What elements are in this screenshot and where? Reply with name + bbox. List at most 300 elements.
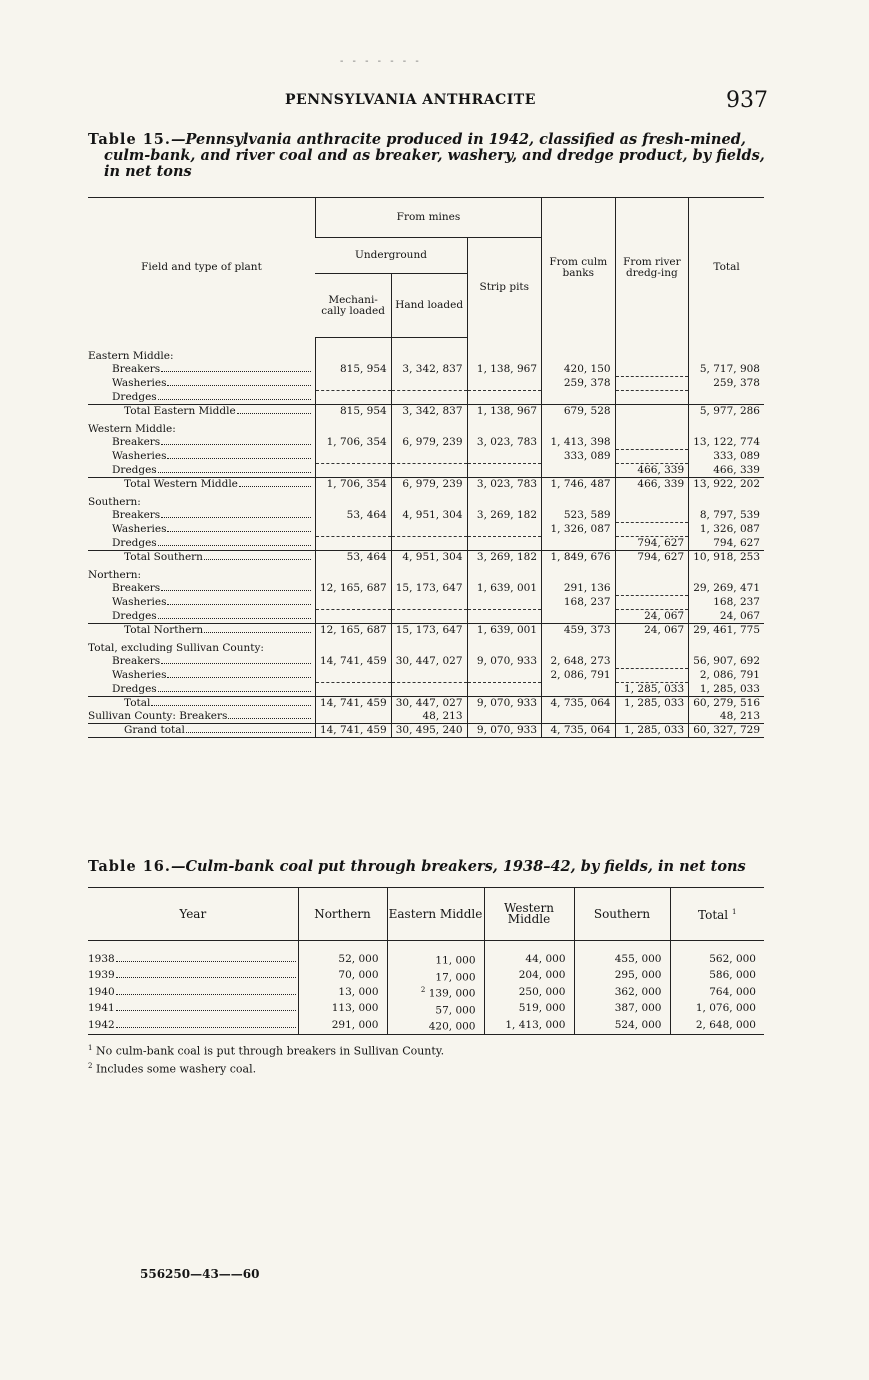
col-hand: Hand loaded	[391, 274, 467, 338]
cell-mech	[315, 350, 391, 363]
row-label	[88, 436, 315, 450]
cell-culm: 1, 413, 398	[542, 436, 616, 450]
row-label	[88, 624, 315, 638]
table-row	[88, 537, 764, 551]
table-row	[88, 582, 764, 596]
cell-total	[689, 642, 764, 655]
row-label	[88, 569, 315, 582]
table-row	[88, 596, 764, 610]
table-row	[88, 496, 764, 509]
row-label-text: Sullivan County: Breakers	[88, 710, 228, 722]
row-label	[88, 724, 315, 738]
cell-strip	[467, 377, 541, 391]
table-row	[88, 551, 764, 565]
row-label-text: Total	[124, 697, 151, 709]
cell-culm	[542, 350, 616, 363]
cell-total: 794, 627	[689, 537, 764, 551]
leader-dots	[237, 405, 311, 414]
row-label	[88, 478, 315, 492]
cell-river	[615, 523, 689, 537]
cell-total: 259, 378	[689, 377, 764, 391]
cell-culm	[542, 391, 616, 405]
cell-strip	[467, 683, 541, 697]
cell-mech	[315, 450, 391, 464]
table-row	[88, 464, 764, 478]
row-label-text: Washeries	[112, 450, 167, 462]
cell-mech: 12, 165, 687	[315, 582, 391, 596]
footnote-ref-2: 2	[420, 986, 426, 994]
table-row	[88, 523, 764, 537]
row-label-text: Washeries	[112, 596, 167, 608]
row-label-text: Eastern Middle:	[88, 350, 174, 362]
leader-dots	[161, 436, 311, 445]
row-label	[88, 710, 315, 724]
row-label-text: Breakers	[112, 436, 161, 449]
cell-value: 17, 000	[435, 971, 476, 983]
leader-dots	[158, 537, 311, 546]
col-mech: Mechani-cally loaded	[315, 274, 391, 338]
table-row	[88, 391, 764, 405]
footnote-text: No culm-bank coal is put through breakers in Sullivan County.	[92, 1044, 445, 1058]
table16-caption	[88, 858, 768, 875]
cell-total: 60, 279, 516	[689, 697, 764, 711]
cell-river	[615, 450, 689, 464]
row-label-text: Dredges	[112, 682, 157, 695]
row-label-text: Breakers	[112, 509, 161, 522]
table-row	[88, 423, 764, 436]
table-row	[88, 683, 764, 697]
row-label-text: Southern:	[88, 496, 141, 508]
cell-western: 44, 000	[484, 951, 574, 968]
footnote-1	[88, 1041, 444, 1059]
leader-dots	[167, 669, 310, 678]
table-row	[88, 951, 764, 968]
row-label	[88, 523, 315, 537]
col-total16	[670, 888, 764, 941]
cell-hand	[391, 391, 467, 405]
cell-culm	[542, 569, 616, 582]
cell-mech	[315, 610, 391, 624]
cell-western: 1, 413, 000	[484, 1017, 574, 1034]
cell-strip	[467, 710, 541, 724]
cell-culm	[542, 537, 616, 551]
cell-hand: 4, 951, 304	[391, 509, 467, 523]
cell-mech	[315, 423, 391, 436]
cell-river	[615, 436, 689, 450]
cell-total	[689, 423, 764, 436]
cell-culm	[542, 710, 616, 724]
cell-total: 562, 000	[670, 951, 764, 968]
cell-strip: 3, 023, 783	[467, 478, 541, 492]
cell-river: 1, 285, 033	[615, 697, 689, 711]
cell-culm: 4, 735, 064	[542, 724, 616, 738]
row-label	[88, 537, 315, 551]
cell-strip: 1, 138, 967	[467, 405, 541, 419]
table15-caption	[88, 132, 768, 180]
year-cell	[88, 984, 298, 1001]
cell-mech: 1, 706, 354	[315, 436, 391, 450]
row-label-text: Dredges	[112, 536, 157, 549]
cell-mech: 815, 954	[315, 405, 391, 419]
table-row	[88, 478, 764, 492]
cell-culm	[542, 464, 616, 478]
row-label-text: Breakers	[112, 582, 161, 595]
row-label	[88, 683, 315, 697]
table15-caption-line1: —Pennsylvania anthracite produced in 1942, classified as fresh-mined,	[170, 131, 746, 148]
table-row	[88, 724, 764, 738]
leader-dots	[116, 1019, 296, 1028]
cell-river	[615, 710, 689, 724]
leader-dots	[158, 391, 311, 400]
row-label-text: Northern:	[88, 569, 142, 581]
table15-body	[88, 338, 764, 738]
cell-total: 168, 237	[689, 596, 764, 610]
cell-eastern	[387, 1017, 484, 1034]
cell-value: 420, 000	[428, 1020, 476, 1033]
cell-mech	[315, 596, 391, 610]
leader-dots	[116, 969, 296, 978]
table16-footnotes	[88, 1041, 444, 1076]
cell-mech	[315, 710, 391, 724]
cell-hand: 30, 447, 027	[391, 697, 467, 711]
cell-river	[615, 596, 689, 610]
leader-dots	[204, 624, 311, 633]
cell-hand: 15, 173, 647	[391, 582, 467, 596]
table-row	[88, 509, 764, 523]
cell-strip	[467, 450, 541, 464]
row-label-text: Dredges	[112, 390, 157, 403]
cell-culm: 4, 735, 064	[542, 697, 616, 711]
table-row	[88, 350, 764, 363]
table-row	[88, 984, 764, 1001]
footnote-ref-1: 1	[731, 908, 737, 916]
cell-strip	[467, 596, 541, 610]
cell-mech	[315, 683, 391, 697]
col-western-middle: Western Middle	[484, 888, 574, 941]
cell-culm: 1, 746, 487	[542, 478, 616, 492]
row-label-text: Washeries	[112, 377, 167, 389]
cell-strip	[467, 569, 541, 582]
year-cell	[88, 951, 298, 968]
cell-river	[615, 377, 689, 391]
cell-northern: 13, 000	[298, 984, 387, 1001]
table-row	[88, 655, 764, 669]
cell-hand	[391, 350, 467, 363]
row-label	[88, 610, 315, 624]
cell-value: 139, 000	[428, 987, 476, 1000]
row-label-text: Total Southern	[124, 551, 203, 563]
cell-river	[615, 655, 689, 669]
table-row	[88, 363, 764, 377]
cell-culm	[542, 610, 616, 624]
cell-western: 204, 000	[484, 968, 574, 985]
table-row	[88, 624, 764, 638]
cell-hand	[391, 610, 467, 624]
row-label-text: Breakers	[112, 655, 161, 668]
leader-dots	[158, 464, 311, 473]
year-text: 1940	[88, 985, 115, 998]
cell-strip: 9, 070, 933	[467, 697, 541, 711]
table15-caption-line3: in net tons	[104, 163, 192, 180]
leader-dots	[167, 450, 310, 459]
row-label-text: Breakers	[112, 363, 161, 376]
col-strip: Strip pits	[467, 238, 541, 338]
cell-mech: 1, 706, 354	[315, 478, 391, 492]
footnote-mark: 1	[88, 1044, 93, 1052]
cell-mech	[315, 523, 391, 537]
row-label-text: Western Middle:	[88, 423, 176, 435]
row-label	[88, 391, 315, 405]
cell-strip	[467, 496, 541, 509]
table-row	[88, 669, 764, 683]
cell-culm: 291, 136	[542, 582, 616, 596]
row-label	[88, 464, 315, 478]
cell-hand: 3, 342, 837	[391, 405, 467, 419]
cell-total: 1, 285, 033	[689, 683, 764, 697]
cell-river	[615, 423, 689, 436]
cell-mech	[315, 464, 391, 478]
row-label	[88, 551, 315, 565]
cell-southern: 455, 000	[574, 951, 670, 968]
col-total16-text: Total	[698, 908, 729, 922]
cell-strip: 9, 070, 933	[467, 724, 541, 738]
table15-caption-line2: culm-bank, and river coal and as breaker, washery, and dredge product, by fields,	[104, 147, 765, 164]
footnote-mark: 2	[88, 1061, 93, 1070]
row-label	[88, 350, 315, 363]
cell-southern: 362, 000	[574, 984, 670, 1001]
leader-dots	[161, 655, 311, 664]
cell-hand	[391, 669, 467, 683]
cell-strip	[467, 642, 541, 655]
cell-northern: 113, 000	[298, 1001, 387, 1018]
col-underground: Underground	[315, 238, 467, 274]
cell-strip: 3, 269, 182	[467, 509, 541, 523]
cell-total: 29, 461, 775	[689, 624, 764, 638]
row-label	[88, 582, 315, 596]
col-northern: Northern	[298, 888, 387, 941]
cell-mech	[315, 669, 391, 683]
row-label-text: Grand total	[124, 724, 185, 736]
col-river: From river dredg-ing	[615, 198, 689, 338]
row-label	[88, 423, 315, 436]
row-label	[88, 509, 315, 523]
cell-strip: 3, 269, 182	[467, 551, 541, 565]
table16	[88, 887, 764, 1035]
leader-dots	[228, 710, 311, 719]
cell-river	[615, 669, 689, 683]
table-row	[88, 710, 764, 724]
leader-dots	[116, 986, 296, 995]
leader-dots	[167, 596, 310, 605]
row-label	[88, 669, 315, 683]
table-row	[88, 450, 764, 464]
leader-dots	[167, 377, 310, 386]
cell-mech	[315, 496, 391, 509]
year-text: 1941	[88, 1002, 115, 1015]
leader-dots	[151, 697, 311, 706]
row-label-text: Total Western Middle	[124, 478, 238, 490]
cell-total: 2, 086, 791	[689, 669, 764, 683]
cell-total: 24, 067	[689, 610, 764, 624]
cell-total: 48, 213	[689, 710, 764, 724]
year-text: 1939	[88, 969, 115, 982]
col-southern: Southern	[574, 888, 670, 941]
cell-culm	[542, 496, 616, 509]
leader-dots	[158, 610, 311, 619]
col-culm: From culm banks	[542, 198, 616, 338]
leader-dots	[116, 1002, 296, 1011]
year-cell	[88, 968, 298, 985]
cell-strip	[467, 669, 541, 683]
year-text: 1942	[88, 1018, 115, 1031]
cell-total: 764, 000	[670, 984, 764, 1001]
cell-mech	[315, 391, 391, 405]
cell-river: 794, 627	[615, 551, 689, 565]
cell-western: 250, 000	[484, 984, 574, 1001]
cell-eastern	[387, 1001, 484, 1018]
cell-hand	[391, 496, 467, 509]
cell-southern: 387, 000	[574, 1001, 670, 1018]
cell-northern: 52, 000	[298, 951, 387, 968]
print-code: 556250—43——60	[140, 1267, 260, 1281]
leader-dots	[116, 953, 296, 962]
cell-value: 57, 000	[435, 1004, 476, 1016]
cell-hand	[391, 377, 467, 391]
cell-total: 586, 000	[670, 968, 764, 985]
cell-total: 1, 326, 087	[689, 523, 764, 537]
running-head-marks: - - - - - - -	[340, 56, 422, 67]
cell-northern: 291, 000	[298, 1017, 387, 1034]
spacer-row	[88, 941, 764, 952]
page-title: PENNSYLVANIA ANTHRACITE	[285, 92, 536, 108]
cell-hand: 4, 951, 304	[391, 551, 467, 565]
cell-strip	[467, 350, 541, 363]
leader-dots	[204, 551, 311, 560]
cell-total	[689, 391, 764, 405]
table-row	[88, 405, 764, 419]
cell-culm: 1, 849, 676	[542, 551, 616, 565]
cell-mech	[315, 642, 391, 655]
cell-total: 10, 918, 253	[689, 551, 764, 565]
table-row	[88, 642, 764, 655]
cell-strip	[467, 537, 541, 551]
cell-total	[689, 569, 764, 582]
leader-dots	[186, 724, 311, 733]
cell-culm: 168, 237	[542, 596, 616, 610]
cell-river	[615, 569, 689, 582]
cell-hand	[391, 464, 467, 478]
cell-culm: 420, 150	[542, 363, 616, 377]
cell-southern: 295, 000	[574, 968, 670, 985]
footnote-2	[88, 1059, 444, 1077]
cell-culm: 679, 528	[542, 405, 616, 419]
row-label-text: Total, excluding Sullivan County:	[88, 642, 264, 654]
row-label-text: Dredges	[112, 609, 157, 622]
col-from-mines: From mines	[315, 198, 541, 238]
cell-western: 519, 000	[484, 1001, 574, 1018]
cell-total: 8, 797, 539	[689, 509, 764, 523]
table-row	[88, 968, 764, 985]
cell-hand: 48, 213	[391, 710, 467, 724]
cell-hand	[391, 683, 467, 697]
cell-mech: 815, 954	[315, 363, 391, 377]
cell-culm: 523, 589	[542, 509, 616, 523]
cell-culm: 2, 648, 273	[542, 655, 616, 669]
cell-hand	[391, 523, 467, 537]
cell-strip: 9, 070, 933	[467, 655, 541, 669]
cell-strip: 3, 023, 783	[467, 436, 541, 450]
cell-hand: 6, 979, 239	[391, 436, 467, 450]
row-label	[88, 405, 315, 419]
cell-mech	[315, 537, 391, 551]
cell-hand	[391, 596, 467, 610]
cell-strip: 1, 639, 001	[467, 582, 541, 596]
row-label-text: Dredges	[112, 463, 157, 476]
row-label-text: Washeries	[112, 523, 167, 535]
cell-total: 5, 717, 908	[689, 363, 764, 377]
cell-mech: 14, 741, 459	[315, 724, 391, 738]
table-row	[88, 436, 764, 450]
cell-mech: 53, 464	[315, 509, 391, 523]
spacer-row	[88, 338, 764, 351]
cell-hand: 30, 495, 240	[391, 724, 467, 738]
cell-culm: 2, 086, 791	[542, 669, 616, 683]
table16-caption-text: —Culm-bank coal put through breakers, 1938–42, by fields, in net tons	[170, 858, 746, 875]
page-number: 937	[726, 88, 768, 113]
table15-label: Table 15.	[88, 131, 171, 148]
cell-strip	[467, 391, 541, 405]
cell-hand: 6, 979, 239	[391, 478, 467, 492]
cell-strip	[467, 423, 541, 436]
cell-river	[615, 582, 689, 596]
cell-total: 1, 076, 000	[670, 1001, 764, 1018]
row-label	[88, 363, 315, 377]
cell-total: 13, 122, 774	[689, 436, 764, 450]
cell-mech	[315, 377, 391, 391]
page-header	[0, 88, 869, 112]
cell-hand	[391, 423, 467, 436]
cell-strip: 1, 138, 967	[467, 363, 541, 377]
row-label	[88, 596, 315, 610]
cell-total: 333, 089	[689, 450, 764, 464]
cell-hand: 30, 447, 027	[391, 655, 467, 669]
table16-body	[88, 941, 764, 1035]
cell-hand	[391, 537, 467, 551]
cell-river: 466, 339	[615, 464, 689, 478]
cell-hand	[391, 569, 467, 582]
col-eastern-middle: Eastern Middle	[387, 888, 484, 941]
col-field: Field and type of plant	[88, 198, 315, 338]
leader-dots	[161, 509, 311, 518]
row-label-text: Total Eastern Middle	[124, 405, 236, 417]
cell-total: 5, 977, 286	[689, 405, 764, 419]
cell-total: 13, 922, 202	[689, 478, 764, 492]
row-label-text: Total Northern	[124, 624, 204, 636]
cell-mech: 14, 741, 459	[315, 697, 391, 711]
cell-mech: 14, 741, 459	[315, 655, 391, 669]
cell-total	[689, 496, 764, 509]
cell-river: 24, 067	[615, 624, 689, 638]
cell-culm: 459, 373	[542, 624, 616, 638]
table-row	[88, 377, 764, 391]
cell-river	[615, 642, 689, 655]
cell-culm: 333, 089	[542, 450, 616, 464]
cell-river	[615, 363, 689, 377]
cell-culm: 1, 326, 087	[542, 523, 616, 537]
cell-eastern	[387, 951, 484, 968]
leader-dots	[239, 478, 311, 487]
row-label-text: Washeries	[112, 669, 167, 681]
